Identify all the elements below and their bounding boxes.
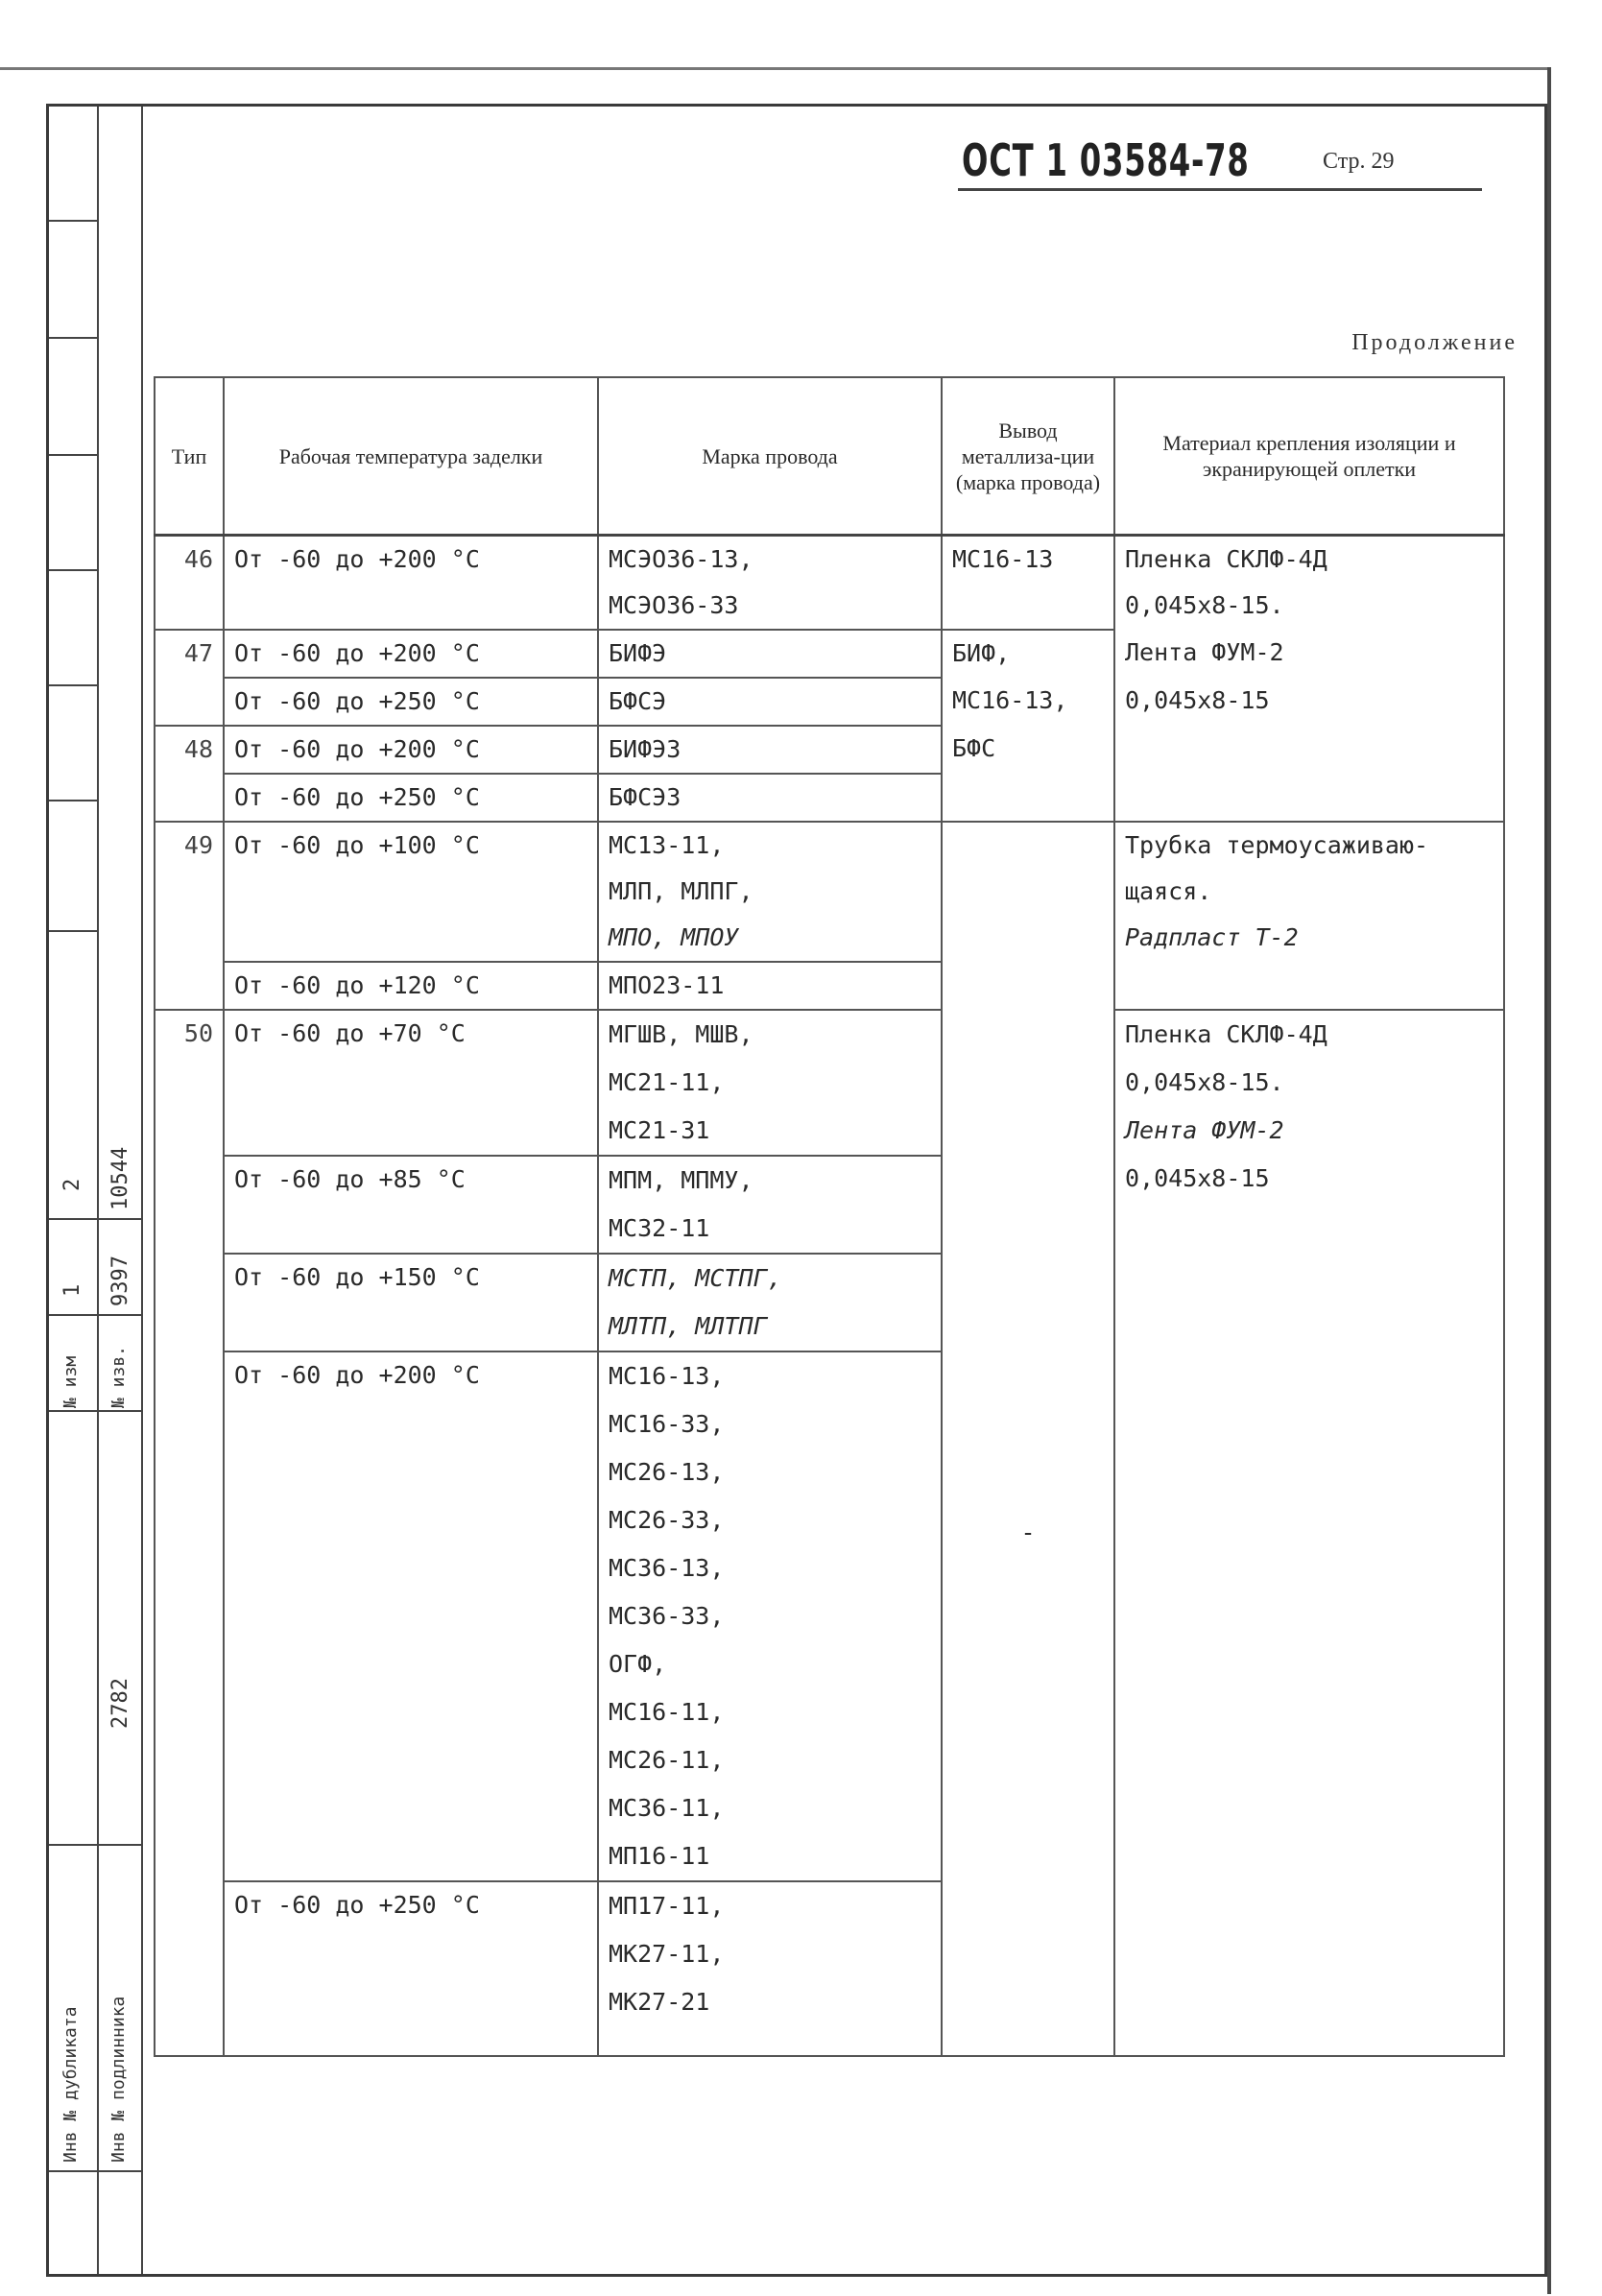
temp-cell: От -60 до +120 °С [224,962,598,1010]
mat-cell: 0,045х8-15 [1114,678,1504,726]
met-cell: БФС [942,726,1114,774]
margin-cell [49,456,97,571]
col-wire-header: Марка провода [598,377,942,536]
col-material-header: Материал крепления изоляции и экранирующей оплетки [1114,377,1504,536]
wire-line: ОГФ, [609,1650,667,1678]
col-temperature-header: Рабочая температура заделки [224,377,598,536]
table-row [155,536,1504,584]
mat-cell [1114,726,1504,774]
table-row [155,774,1504,822]
met-cell [942,869,1114,915]
wire-cell [598,1351,942,1881]
temp-cell: От -60 до +200 °С [224,726,598,774]
table-row [155,915,1504,962]
met-cell [942,915,1114,962]
met-cell [942,774,1114,822]
wire-line: МС36-13, [609,1554,725,1582]
sheet-right-edge [1547,67,1551,2294]
wire-line: МК27-21 [609,1988,710,2016]
wire-cell: МСЭО36-13, [598,536,942,584]
mat-cell: Пленка СКЛФ-4Д [1114,536,1504,584]
met-cell: МС16-13 [942,536,1114,584]
met-cell [942,822,1114,869]
mat-cell: 0,045х8-15. [1114,583,1504,630]
wire-line: МП17-11, [609,1892,725,1920]
margin-cell [49,1846,97,2172]
wire-cell [598,1010,942,1156]
table-row [155,583,1504,630]
wire-cell: БИФЭЗ [598,726,942,774]
mat-cell: щаяся. [1114,869,1504,915]
wire-line: МПМ, МПМУ, [609,1166,753,1194]
mat-line: Лента ФУМ-2 [1125,1116,1284,1144]
wire-line: МСТП, МСТПГ, [609,1264,782,1292]
temp-cell [224,869,598,915]
temp-cell: От -60 до +250 °С [224,678,598,726]
margin-cell [49,1105,97,1220]
inv-number: 2782 [108,1678,132,1729]
wire-line: МС21-11, [609,1068,725,1096]
wire-cell [598,1156,942,1254]
met-cell: МС16-13, [942,678,1114,726]
temp-cell: От -60 до +200 °С [224,1351,598,1881]
margin-cell [99,107,141,1105]
table-row [155,630,1504,678]
mat-cell: Трубка термоусаживаю- [1114,822,1504,869]
wire-line: МС16-13, [609,1362,725,1390]
wire-line: МП16-11 [609,1842,710,1870]
margin-cell [49,339,97,456]
change-no-label: № изм [60,1355,81,1408]
margin-cell [99,1846,141,2172]
orig-label: Инв № подлинника [108,1996,129,2163]
type-cell: 47 [155,630,224,678]
type-cell [155,1254,224,1351]
type-cell: 46 [155,536,224,584]
mat-cell [1114,962,1504,1010]
mat-cell [1114,1010,1504,2056]
wire-cell: МЛП, МЛПГ, [598,869,942,915]
header-underline [958,188,1482,191]
temp-cell: От -60 до +100 °С [224,822,598,869]
doc-2: 10544 [108,1146,132,1210]
met-cell [942,1010,1114,2056]
temp-cell: От -60 до +70 °С [224,1010,598,1156]
wire-cell [598,1881,942,2056]
doc-1: 9397 [108,1256,132,1306]
margin-cell [49,1316,97,1412]
temp-cell: От -60 до +200 °С [224,630,598,678]
met-cell [942,583,1114,630]
wire-cell: БФСЭЗ [598,774,942,822]
wire-cell: БФСЭ [598,678,942,726]
wire-line: МЛТП, МЛТПГ [609,1312,768,1340]
temp-cell [224,915,598,962]
wire-line: МС21-31 [609,1116,710,1144]
wire-line: МС36-11, [609,1794,725,1822]
type-cell [155,1881,224,2056]
mat-line: 0,045х8-15 [1125,1164,1270,1192]
mat-line: Пленка СКЛФ-4Д [1125,1020,1327,1048]
type-cell [155,678,224,726]
table-row [155,869,1504,915]
mat-cell: Лента ФУМ-2 [1114,630,1504,678]
wire-cell: МПО, МПОУ [598,915,942,962]
type-cell [155,915,224,962]
margin-cell [99,1546,141,1846]
table-row [155,1010,1504,1156]
temp-cell [224,583,598,630]
wire-line: МС36-33, [609,1602,725,1630]
met-dash: - [1020,1518,1036,1546]
wire-line: МС32-11 [609,1214,710,1242]
margin-cell [99,1316,141,1412]
margin-col-left [49,107,99,2274]
margin-strip [49,107,143,2274]
temp-cell: От -60 до +85 °С [224,1156,598,1254]
wire-cell [598,1254,942,1351]
type-cell [155,869,224,915]
met-cell [942,962,1114,1010]
wire-line: МС26-13, [609,1458,725,1486]
wire-cell: МСЭО36-33 [598,583,942,630]
margin-cell [49,571,97,686]
temp-cell: От -60 до +250 °С [224,774,598,822]
wire-line: МС16-33, [609,1410,725,1438]
wire-cell: БИФЭ [598,630,942,678]
wire-line: МС26-33, [609,1506,725,1534]
margin-cell [49,1546,97,1846]
table-row [155,726,1504,774]
table-row [155,962,1504,1010]
type-cell [155,1156,224,1254]
mat-cell: Радпласт Т-2 [1114,915,1504,962]
dup-label: Инв № дубликата [60,2006,81,2163]
page-number: Стр. 29 [1323,149,1395,174]
temp-cell: От -60 до +200 °С [224,536,598,584]
wire-line: МК27-11, [609,1940,725,1968]
temp-cell: От -60 до +250 °С [224,1881,598,2056]
table-row [155,822,1504,869]
margin-cell [49,1220,97,1316]
change-2: 2 [60,1178,84,1191]
margin-cell [99,1105,141,1220]
wire-line: МГШВ, МШВ, [609,1020,753,1048]
col-metallization-header: Вывод металлиза-ции (марка провода) [942,377,1114,536]
col-type-header: Тип [155,377,224,536]
margin-cell [49,222,97,339]
table-row [155,678,1504,726]
wire-cell: МС13-11, [598,822,942,869]
type-cell [155,962,224,1010]
wire-table [154,376,1505,2057]
margin-cell [49,801,97,932]
mat-line: 0,045х8-15. [1125,1068,1284,1096]
document-code: ОСТ 1 03584-78 [962,134,1250,186]
margin-cell [49,107,97,222]
temp-cell: От -60 до +150 °С [224,1254,598,1351]
table-header-row [155,377,1504,536]
type-cell [155,583,224,630]
doc-no-label: № изв. [108,1345,129,1408]
met-cell: БИФ, [942,630,1114,678]
wire-line: МС16-11, [609,1698,725,1726]
type-cell [155,1351,224,1881]
change-1: 1 [60,1283,84,1297]
continuation-label: Продолжение [1351,330,1518,355]
type-cell [155,774,224,822]
sheet-top-edge [0,67,1551,70]
wire-line: МС26-11, [609,1746,725,1774]
margin-cell [99,1220,141,1316]
margin-cell [49,686,97,801]
type-cell: 48 [155,726,224,774]
margin-col-right [99,107,143,2274]
mat-cell [1114,774,1504,822]
type-cell: 49 [155,822,224,869]
wire-cell: МПО23-11 [598,962,942,1010]
type-cell: 50 [155,1010,224,1156]
